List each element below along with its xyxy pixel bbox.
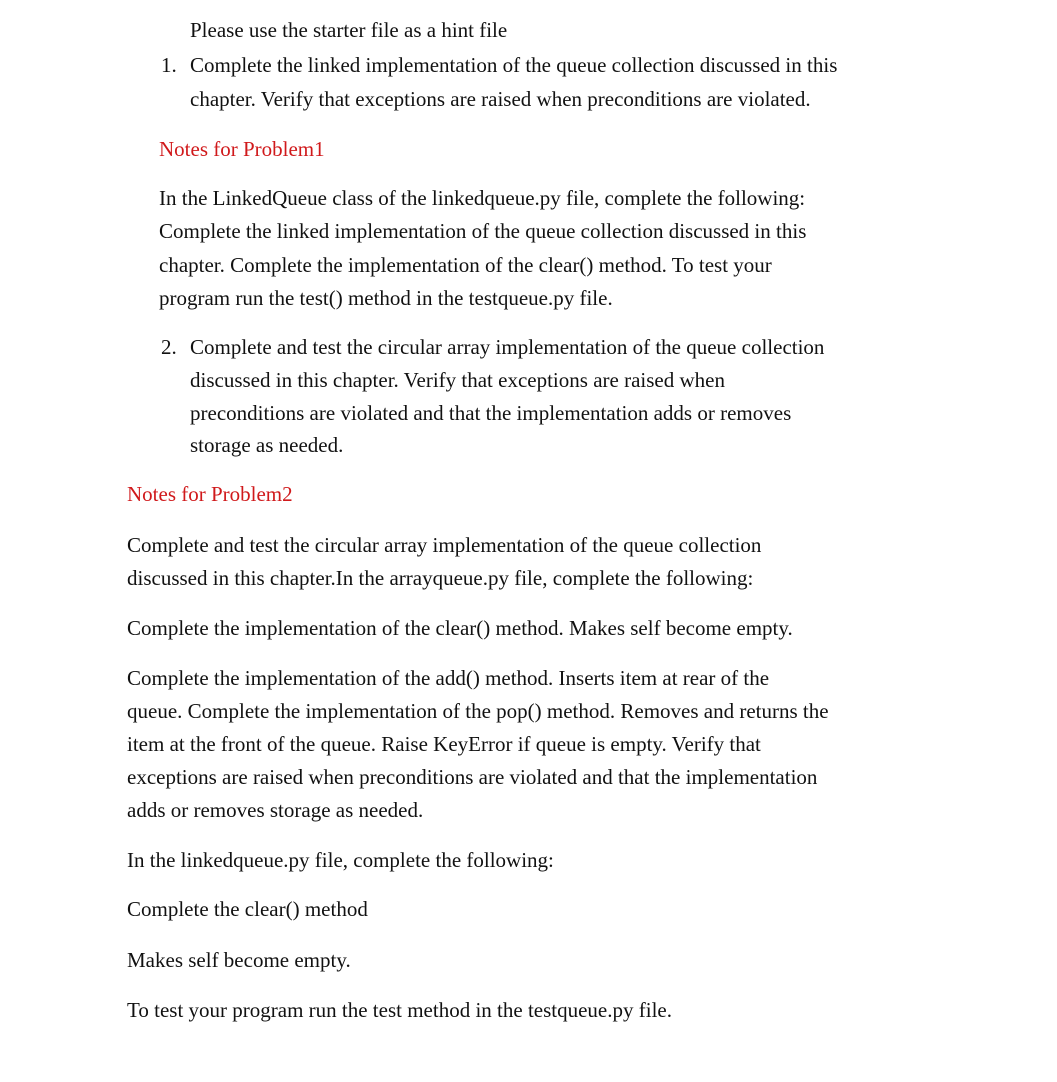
- problem-1-number: 1.: [161, 53, 177, 77]
- problem-2-number: 2.: [161, 335, 177, 359]
- problem-2-line: Complete and test the circular array implementation of the queue collection: [190, 335, 825, 359]
- problem-1-line: Complete the linked implementation of the queue collection discussed in this: [190, 53, 838, 77]
- problem-2-line: storage as needed.: [190, 433, 344, 457]
- notes-2-line: queue. Complete the implementation of the pop() method. Removes and returns the: [127, 699, 829, 723]
- notes-1-line: Complete the linked implementation of the queue collection discussed in this: [159, 219, 807, 243]
- problem-1-line: chapter. Verify that exceptions are raised when preconditions are violated.: [190, 87, 811, 111]
- notes-2-line: Complete the implementation of the add() method. Inserts item at rear of the: [127, 666, 770, 690]
- notes-2-line: In the linkedqueue.py file, complete the following:: [127, 848, 554, 872]
- notes-2-line: Makes self become empty.: [127, 948, 351, 972]
- notes-2-heading: Notes for Problem2: [127, 482, 293, 506]
- intro-text: Please use the starter file as a hint file: [190, 18, 508, 42]
- notes-2-line: item at the front of the queue. Raise KeyError if queue is empty. Verify that: [127, 732, 761, 756]
- notes-1-heading: Notes for Problem1: [159, 137, 325, 161]
- problem-2-line: discussed in this chapter. Verify that exceptions are raised when: [190, 368, 725, 392]
- notes-1-line: chapter. Complete the implementation of the clear() method. To test your: [159, 253, 772, 277]
- notes-2-line: exceptions are raised when preconditions are violated and that the implementation: [127, 765, 818, 789]
- notes-2-line: adds or removes storage as needed.: [127, 798, 424, 822]
- notes-1-line: program run the test() method in the testqueue.py file.: [159, 286, 613, 310]
- notes-2-line: Complete the implementation of the clear() method. Makes self become empty.: [127, 616, 793, 640]
- notes-2-line: Complete and test the circular array implementation of the queue collection: [127, 533, 762, 557]
- notes-2-line: Complete the clear() method: [127, 897, 368, 921]
- notes-2-line: To test your program run the test method in the testqueue.py file.: [127, 998, 672, 1022]
- problem-2-line: preconditions are violated and that the implementation adds or removes: [190, 401, 792, 425]
- notes-2-line: discussed in this chapter.In the arrayqueue.py file, complete the following:: [127, 566, 754, 590]
- notes-1-line: In the LinkedQueue class of the linkedqueue.py file, complete the following:: [159, 186, 806, 210]
